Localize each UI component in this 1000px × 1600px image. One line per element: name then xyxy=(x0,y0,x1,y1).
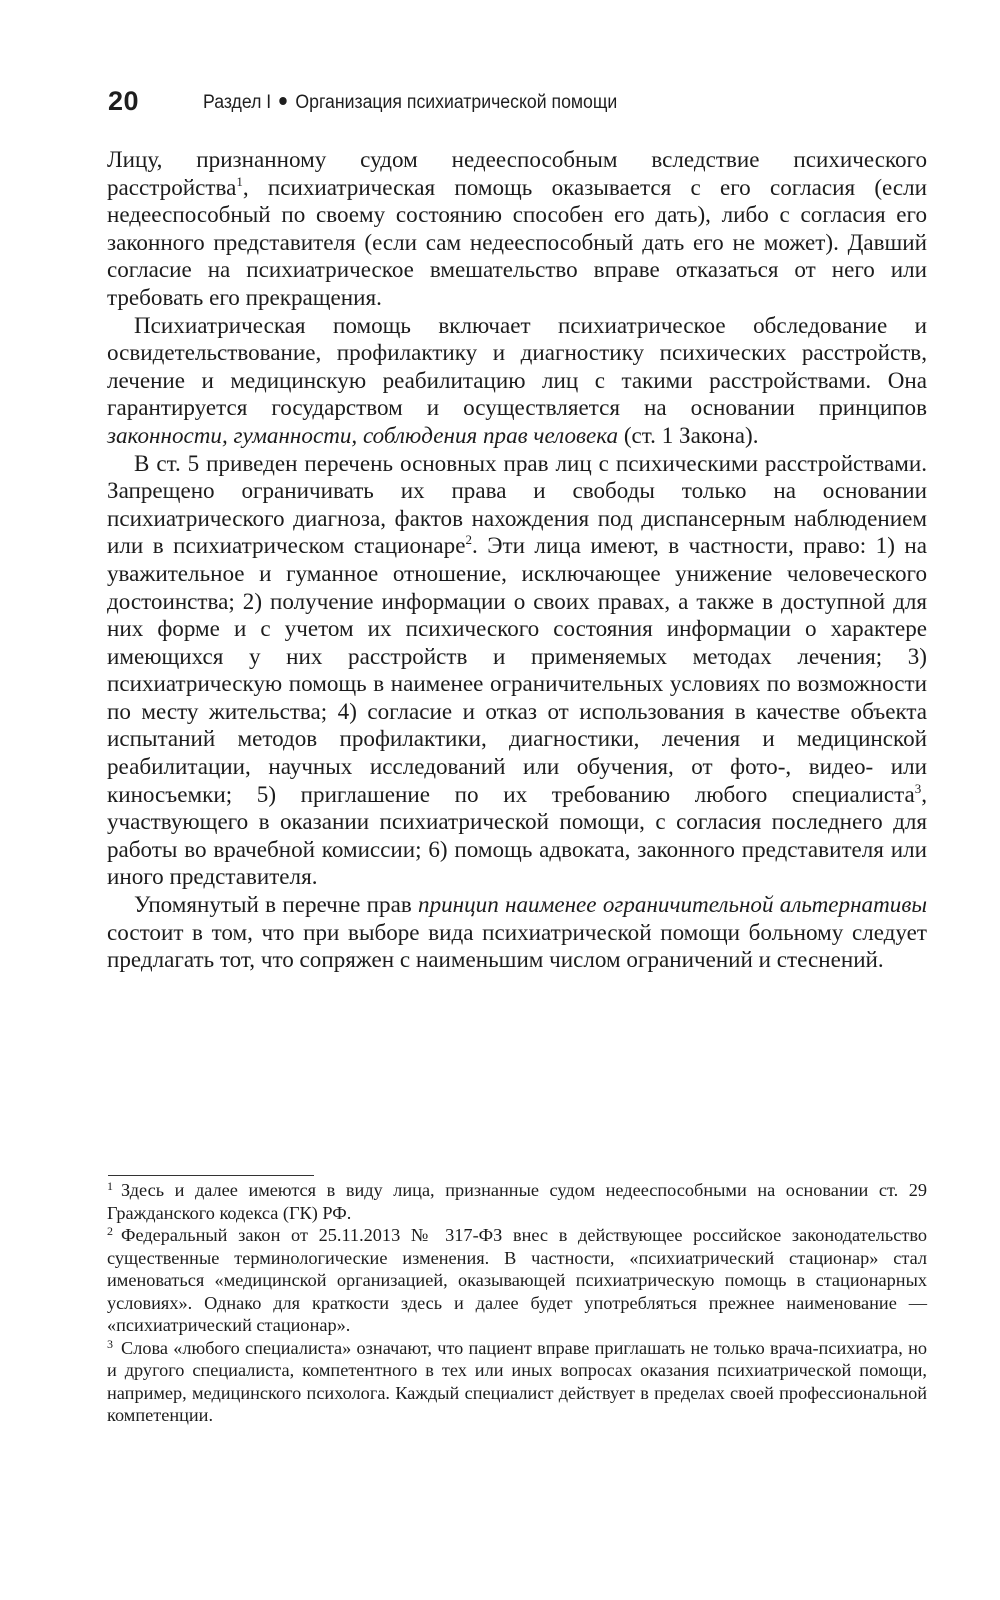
chapter-title: Организация психиатрической помощи xyxy=(295,92,618,113)
principles-emphasis: законности, гуманности, соблюдения прав человека xyxy=(107,421,619,448)
footnote-number: 3 xyxy=(107,1336,113,1351)
paragraph-1: Лицу, признанному судом недееспособным вследствие психического расстройства$^1$, психиатрическая помощь оказывается с его согласия (если недееспособный по своему состоянию способен его дать), либо с согласия его законного представителя (если сам недееспособный дать его не может). Давший согласие на психиатрическое вмешательство вправе отказаться от него или требовать его прекращения. xyxy=(107,146,927,310)
bullet-separator-icon xyxy=(280,97,287,105)
footnotes xyxy=(107,1179,927,1427)
footnote-2 xyxy=(107,1224,927,1337)
paragraph-2: Психиатрическая помощь включает психиатрическое обследование и освидетельствование, профилактику и диагностику психических расстройств, лечение и медицинскую реабилитацию лиц с такими расстройствами. Она гарантируется государством и осуществляется на основании принципов законности, гуманности, соблюдения прав человека (ст. 1 Закона). xyxy=(107,311,927,448)
footnote-number: 1 xyxy=(107,1179,113,1193)
footnote-text: Здесь и далее имеются в виду лица, признанные судом недееспособными на основании ст. 29 Гражданского кодекса (ГК) РФ. xyxy=(107,1180,927,1223)
body-text xyxy=(107,146,927,974)
running-head-title xyxy=(203,92,617,114)
principle-emphasis: принцип наименее ограничительной альтернативы xyxy=(418,891,927,918)
footnote-3 xyxy=(107,1337,927,1427)
paragraph-3: В ст. 5 приведен перечень основных прав лиц с психическими расстройствами. Запрещено ограничивать их права и свободы только на основании психиатрического диагноза, фактов нахождения под диспансерным наблюдением или в психиатрическом стационаре$^2$. Эти лица имеют, в частности, право: 1) на уважительное и гуманное отношение, исключающее унижение человеческого достоинства; 2) получение информации о своих правах, а также в доступной для них форме и с учетом их психического состояния информации о характере имеющихся у них расстройств и применяемых методах лечения; 3) психиатрическую помощь в наименее ограничительных условиях по возможности по месту жительства; 4) согласие и отказ от использования в качестве объекта испытаний методов профилактики, диагностики, лечения и медицинской реабилитации, научных исследований или обучения, от фото-, видео- или киносъемки; 5) приглашение по их требованию любого специалиста$^3$, участвующего в оказании психиатрической помощи, с согласия последнего для работы во врачебной комиссии; 6) помощь адвоката, законного представителя или иного представителя. xyxy=(107,449,927,890)
footnote-number: 2 xyxy=(107,1224,113,1238)
running-header xyxy=(108,84,928,124)
paragraph-4: Упомянутый в перечне прав принцип наименее ограничительной альтернативы состоит в том, что при выборе вида психиатрической помощи больному следует предлагать тот, что сопряжен с наименьшим числом ограничений и стеснений. xyxy=(107,891,927,973)
footnote-1 xyxy=(107,1179,927,1224)
footnote-ref-2: 2 xyxy=(465,532,472,548)
page-number: 20 xyxy=(108,86,140,116)
footnote-ref-1: 1 xyxy=(236,173,243,189)
footnote-separator xyxy=(108,1175,314,1176)
section-label: Раздел I xyxy=(203,92,272,113)
footnote-ref-3: 3 xyxy=(914,780,922,796)
footnote-text: Слова «любого специалиста» означают, что пациент вправе приглашать не только врача-психиатра, но и другого специалиста, компетентного в тех или иных вопросах оказания психиатрической помощи, например, медицинского психолога. Каждый специалист действует в пределах своей профессиональной компетенции. xyxy=(107,1337,927,1425)
footnote-text: Федеральный закон от 25.11.2013 № 317-ФЗ внес в действующее российское законодательство существенные терминологические изменения. В частности, «психиатрический стационар» стал именоваться «медицинской организацией, оказывающей психиатрическую помощь в стационарных условиях». Однако для краткости здесь и далее будет употребляться прежнее наименование — «психиатрический стационар». xyxy=(107,1225,927,1335)
